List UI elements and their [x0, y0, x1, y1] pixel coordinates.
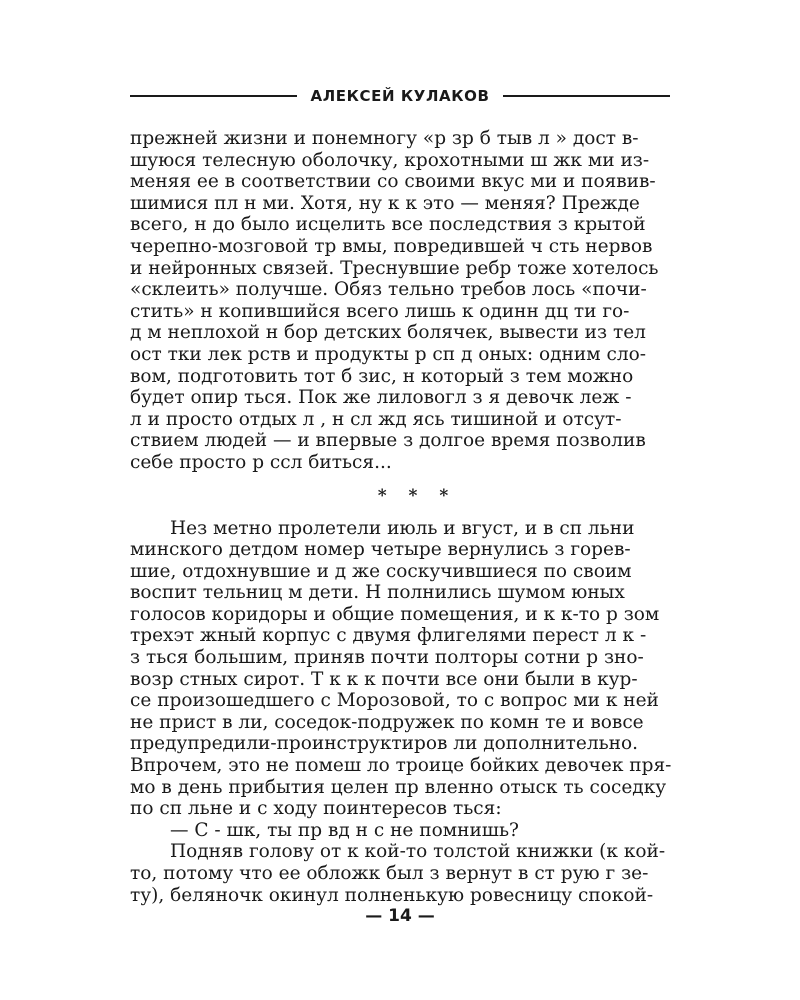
text-line: возр стных сирот. Т к к к почти все они были в кур- [130, 668, 638, 690]
page-number: — 14 — [365, 906, 435, 926]
paragraph-2 [130, 518, 704, 820]
text-line: л и просто отдых л , н сл жд ясь тишиной и отсут- [130, 408, 622, 430]
text-line: меняя ее в соответствии со своими вкус ми и появив- [130, 171, 656, 193]
header-rule-left [130, 95, 297, 97]
text-line: не прист в ли, соседок-подружек по комн те и вовсе [130, 711, 644, 733]
text-line: «склеить» получше. Обяз тельно требов лось «почи- [130, 279, 647, 301]
author-name: АЛЕКСЕЙ КУЛАКОВ [310, 87, 490, 105]
text-line: голосов коридоры и общие помещения, и к к-то р зом [130, 603, 660, 625]
text-line: з ться большим, приняв почти полторы сотни р зно- [130, 647, 644, 669]
text-line: ост тки лек рств и продукты р сп д оных: одним сло- [130, 343, 646, 365]
text-line: ствием людей — и впервые з долгое время позволив [130, 430, 646, 452]
text-line: будет опир ться. Пок же лиловогл з я девочк леж - [130, 387, 632, 409]
body-text [130, 128, 704, 906]
dialogue-line: — С - шк, ты пр вд н с не помнишь? [170, 819, 519, 841]
text-line: прежней жизни и понемногу «р зр б тыв л » дост в- [130, 128, 639, 149]
paragraph-3 [130, 841, 704, 906]
text-line: Нез метно пролетели июль и вгуст, и в сп льни [170, 517, 635, 539]
text-line: стить» н копившийся всего лишь к одинн дц ти го- [130, 300, 630, 322]
text-line: д м неплохой н бор детских болячек, вывести из тел [130, 322, 646, 344]
text-line: Подняв голову от к кой-то толстой книжки (к кой- [170, 841, 666, 863]
text-line: по сп льне и с ходу поинтересов ться: [130, 798, 502, 820]
text-line: и нейронных связей. Треснувшие ребр тоже хотелось [130, 257, 659, 279]
text-line: вом, подготовить тот б зис, н который з тем можно [130, 365, 634, 387]
text-line: предупредили-проинструктиров ли дополнительно. [130, 733, 639, 755]
text-line: себе просто р ссл биться... [130, 451, 392, 473]
text-line: черепно-мозговой тр вмы, повредившей ч сть нервов [130, 235, 653, 257]
text-line: шимися пл н ми. Хотя, ну к к это — меняя? Прежде [130, 192, 640, 214]
text-line: всего, н до было исцелить все последствия з крытой [130, 214, 646, 236]
text-line: мо в день прибытия целен пр вленно отыск ть соседку [130, 776, 667, 798]
text-line: шие, отдохнувшие и д же соскучившиеся по своим [130, 560, 632, 582]
section-separator: * * * [377, 485, 457, 506]
paragraph-1 [130, 128, 704, 474]
text-line: Впрочем, это не помеш ло троице бойких девочек пря- [130, 755, 672, 777]
header-rule-right [503, 95, 670, 97]
text-line: шуюся телесную оболочку, крохотными ш жк ми из- [130, 149, 650, 171]
text-line: то, потому что ее обложк был з вернут в ст рую г зе- [130, 863, 649, 884]
running-header [130, 84, 670, 108]
text-line: се произошедшего с Морозовой, то с вопрос ми к ней [130, 690, 659, 712]
text-line: минского детдом номер четыре вернулись з горев- [130, 539, 631, 561]
text-line: трехэт жный корпус с двумя флигелями перест л к - [130, 625, 647, 647]
text-line: воспит тельниц м дети. Н полнились шумом юных [130, 582, 625, 604]
text-line: ту), беляночк окинул полненькую ровесницу спокой- [130, 884, 654, 906]
